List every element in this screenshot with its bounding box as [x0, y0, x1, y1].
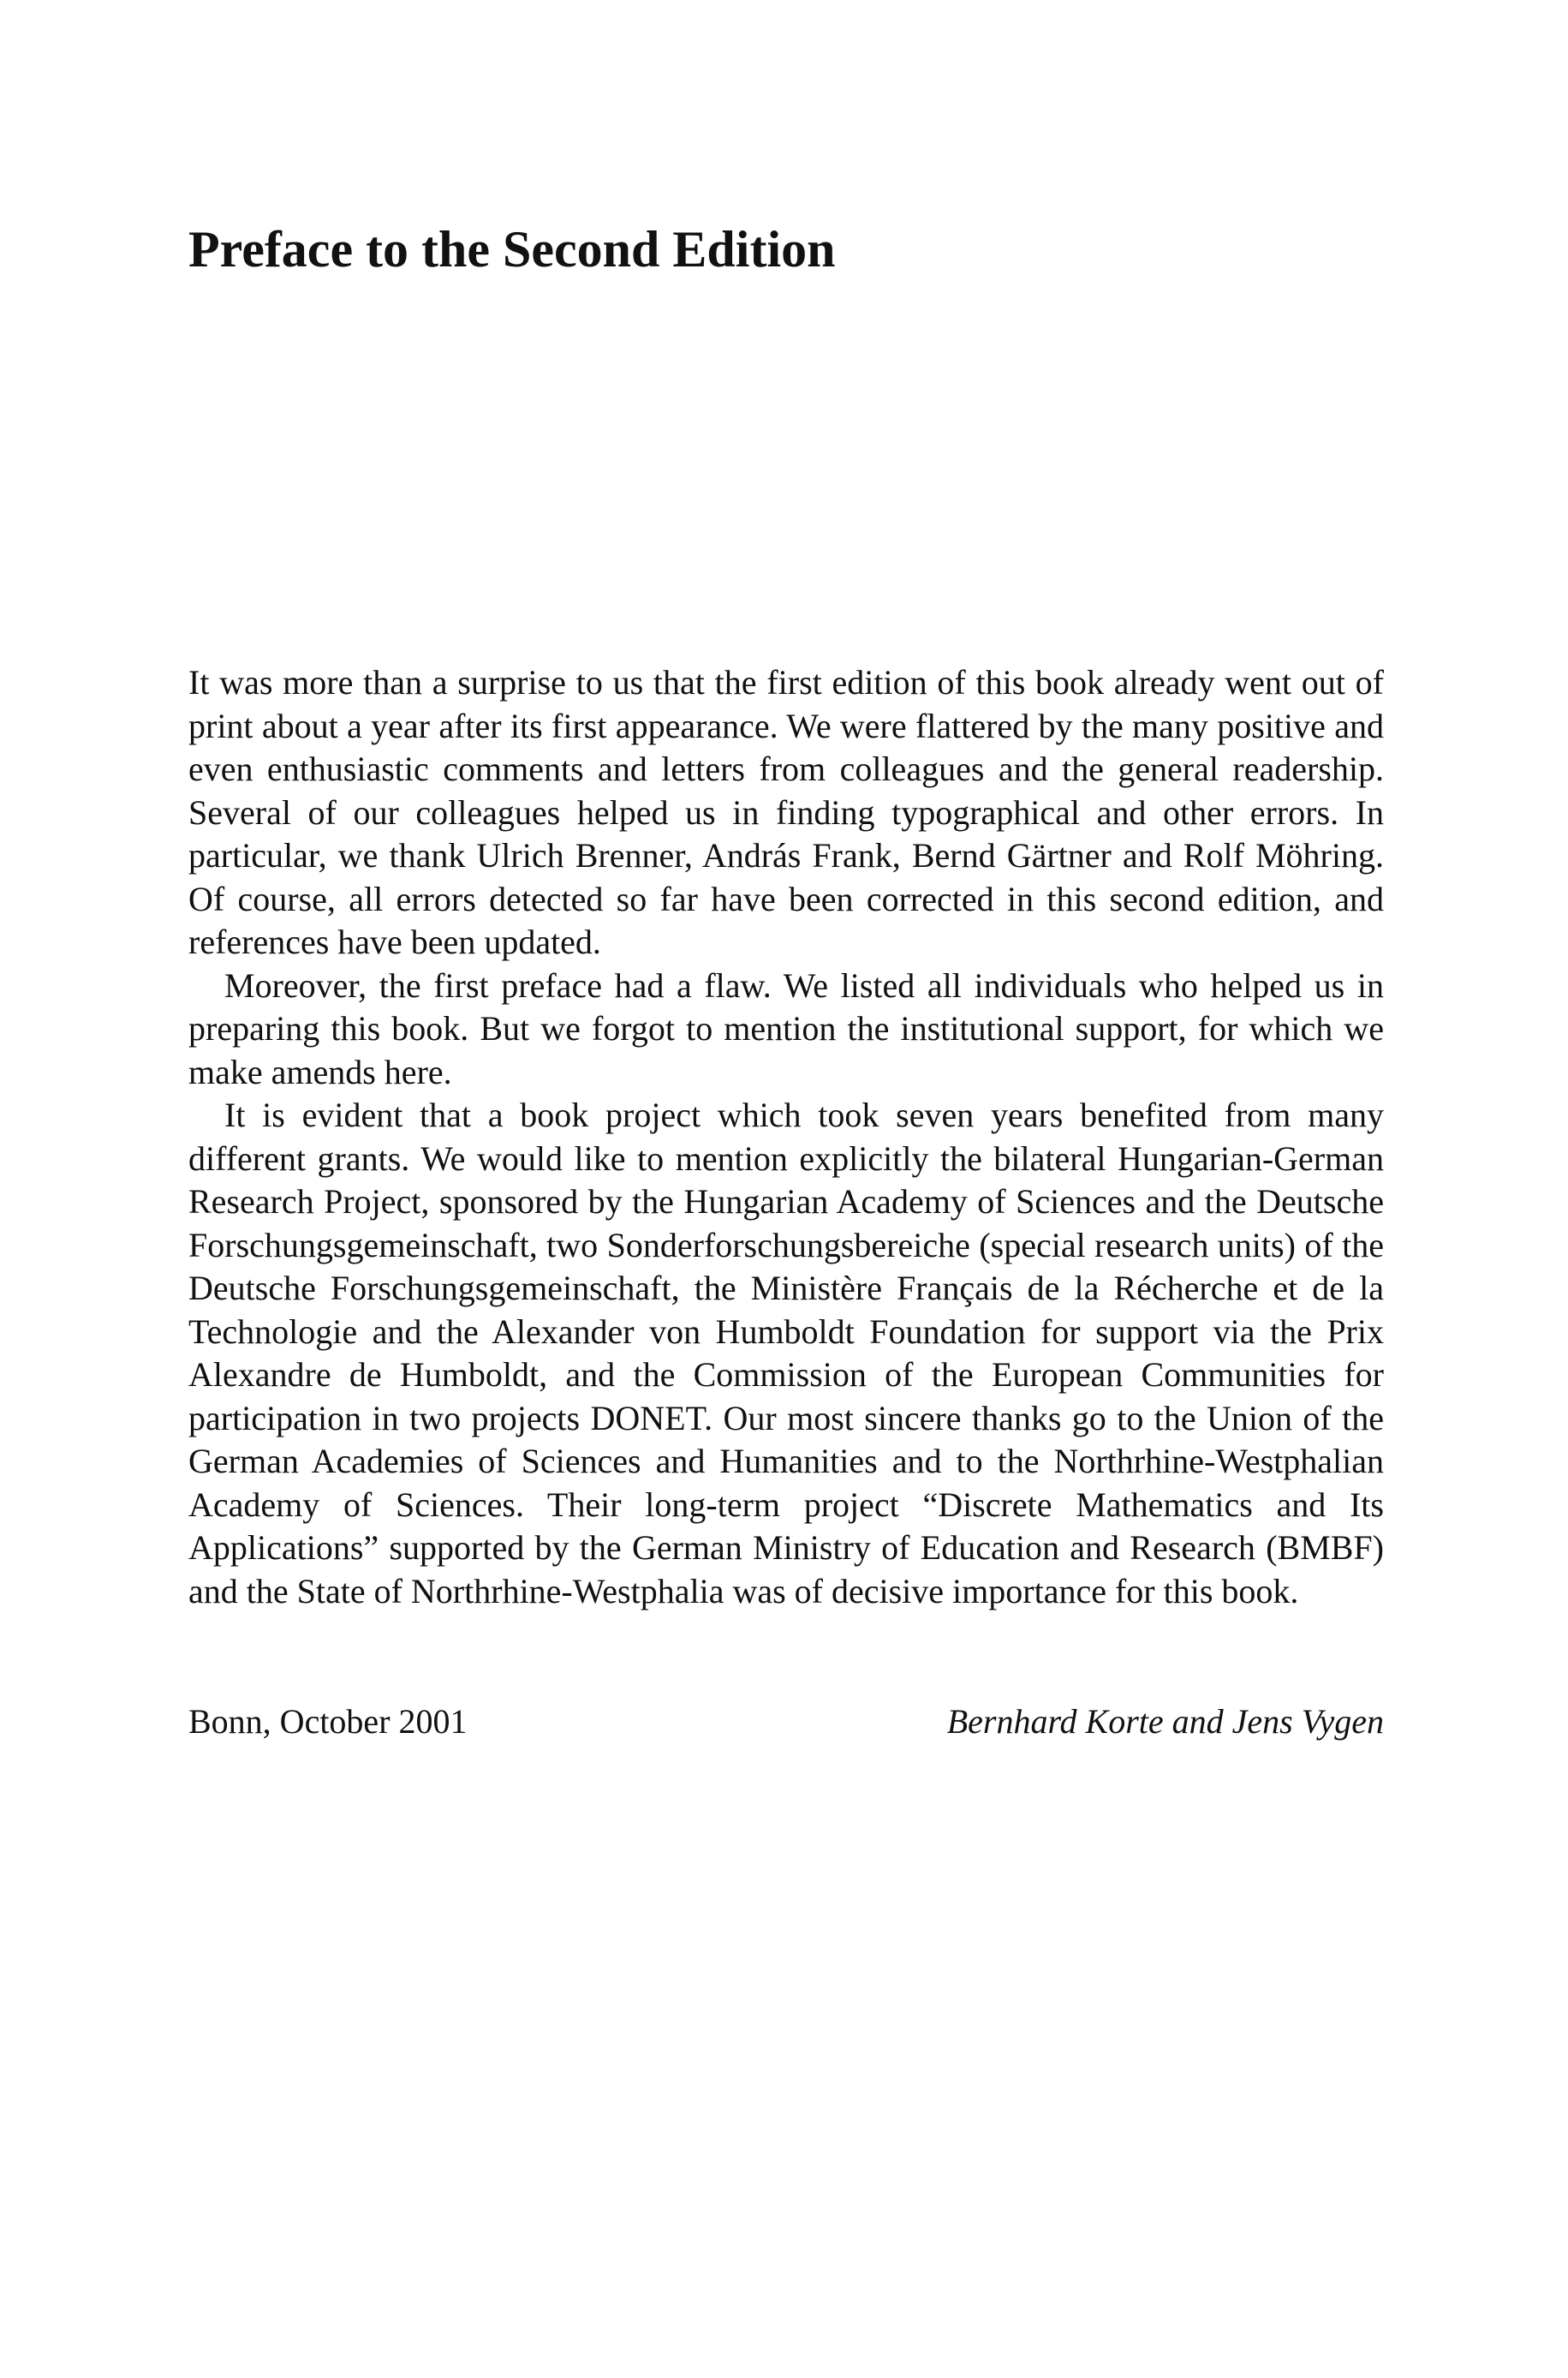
preface-body [188, 661, 1384, 1613]
paragraph-institutional-support: Moreover, the first preface had a flaw. We listed all individuals who helped us in preparing this book. But we forgot to mention the institutional support, for which we make amends here. [188, 965, 1384, 1091]
signature-row [188, 1700, 1384, 1744]
paragraph-first-edition: It was more than a surprise to us that the first edition of this book already went out of print about a year after its first appearance. We were flattered by the many positive and even enthusiastic comments and letters from colleagues and the general readership. Several of our colleagues helped us in finding typographical and other errors. In particular, we thank Ulrich Brenner, András Frank, Bernd Gärtner and Rolf Möhring. Of course, all errors detected so far have been corrected in this second edition, and references have been updated. [188, 663, 1384, 961]
author-names: Bernhard Korte and Jens Vygen [946, 1702, 1384, 1741]
place-date: Bonn, October 2001 [188, 1702, 468, 1741]
paragraph-grants: It is evident that a book project which took seven years benefited from many different grants. We would like to mention explicitly the bilateral Hungarian-German Research Project, sponsored by the Hungarian Academy of Sciences and the Deutsche Forschungsgemeinschaft, two Sonderforschungsbereiche (special research units) of the Deutsche Forschungsgemeinschaft, the Ministère Français de la Récherche et de la Technologie and the Alexander von Humboldt Foundation for support via the Prix Alexandre de Humboldt, and the Commission of the European Communities for participation in two projects DONET. Our most sincere thanks go to the Union of the German Academies of Sciences and Humanities and to the Northrhine-Westphalian Academy of Sciences. Their long-term project “Discrete Mathematics and Its Applications” supported by the German Ministry of Education and Research (BMBF) and the State of Northrhine-Westphalia was of decisive importance for this book. [188, 1096, 1384, 1610]
page-title: Preface to the Second Edition [188, 221, 836, 278]
